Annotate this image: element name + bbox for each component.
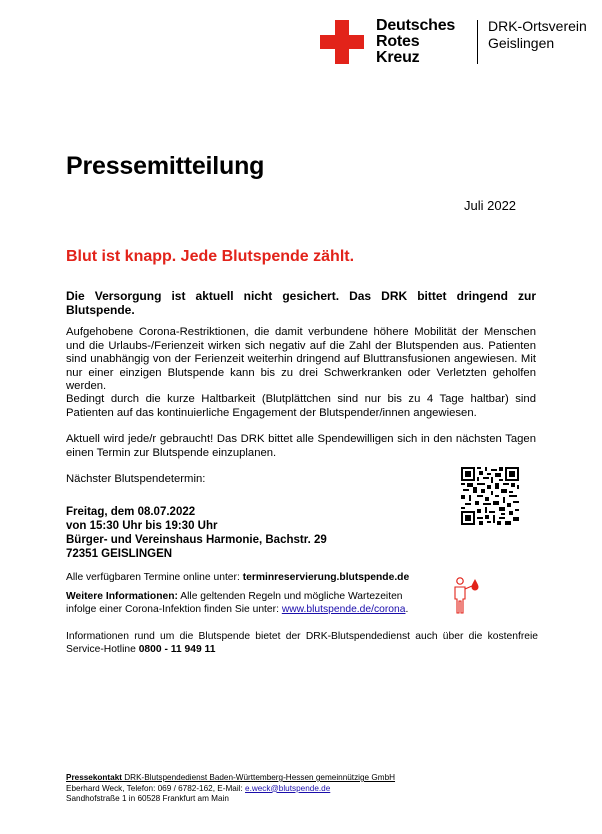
online-appointments-text: Alle verfügbaren Termine online unter:	[66, 572, 243, 583]
logo-divider	[477, 20, 478, 64]
hotline-number: 0800 - 11 949 11	[138, 644, 216, 655]
event-time: von 15:30 Uhr bis 19:30 Uhr	[66, 520, 218, 532]
logo-line-1: Deutsches	[376, 17, 456, 34]
further-info	[66, 590, 408, 616]
press-contact-line-1	[66, 773, 395, 784]
press-contact-person: Eberhard Weck, Telefon: 069 / 6782-162, E-Mail:	[66, 783, 246, 793]
further-info-line-1	[66, 590, 408, 603]
further-info-end: .	[405, 604, 409, 615]
press-contact-address: Sandhofstraße 1 in 60528 Frankfurt am Main	[66, 794, 229, 803]
release-date: Juli 2022	[464, 198, 517, 213]
event-place: Bürger- und Vereinshaus Harmonie, Bachstr. 29	[66, 534, 327, 546]
page-title: Pressemitteilung	[66, 152, 265, 180]
corona-link[interactable]: www.blutspende.de/corona	[281, 604, 406, 615]
event-day: Freitag, dem 08.07.2022	[66, 506, 196, 518]
further-info-label: Weitere Informationen:	[66, 591, 178, 602]
appointments-link[interactable]: terminreservierung.blutspende.de	[242, 572, 410, 583]
press-contact-email[interactable]: e.weck@blutspende.de	[245, 783, 331, 793]
online-appointments-line	[66, 571, 409, 584]
blood-donor-icon	[452, 577, 480, 617]
further-info-text-2: infolge einer Corona-Infektion finden Sie unter:	[66, 604, 282, 615]
paragraph-2: Bedingt durch die kurze Haltbarkeit (Blutplättchen sind nur bis zu 4 Tage haltbar) sind Patienten auf das kontinuierliche Engagement der Blutspender/innen angewiesen.	[66, 393, 536, 419]
lead-paragraph: Die Versorgung ist aktuell nicht gesichert. Das DRK bittet dringend zur Blutspende.	[66, 289, 536, 317]
qr-code-icon[interactable]	[461, 467, 519, 525]
ortsverein-name	[488, 18, 587, 52]
red-cross-logo-horizontal	[320, 35, 364, 49]
paragraph-1: Aufgehobene Corona-Restriktionen, die damit verbundene höhere Mobilität der Menschen und die Urlaubs-/Ferienzeit wirken sich negativ auf die Zahl der Blutspenden aus. Patienten sind unabhängig von der Ferienzeit weiterhin dringend auf Bluttransfusionen angewiesen. Mit nur einer einzigen Blutspende kann bis zu drei Schwerkranken oder Verletzten geholfen werden.	[66, 326, 536, 392]
ortsverein-line-1: DRK-Ortsverein	[488, 18, 587, 34]
event-city: 72351 GEISLINGEN	[66, 548, 173, 560]
press-contact-org: DRK-Blutspendedienst Baden-Württemberg-Hessen gemeinnützige GmbH	[121, 773, 396, 782]
paragraph-3: Aktuell wird jede/r gebraucht! Das DRK bittet alle Spendewilligen sich in den nächsten Tagen einen Termin zur Blutspende einzuplanen.	[66, 433, 536, 459]
hotline-text: Informationen rund um die Blutspende bietet der DRK-Blutspendedienst auch über die kostenfreie Service-Hotline	[66, 631, 538, 655]
logo-line-3: Kreuz	[376, 49, 420, 66]
further-info-text-1: Alle geltenden Regeln und mögliche Wartezeiten	[177, 591, 403, 602]
event-details	[66, 505, 327, 561]
headline: Blut ist knapp. Jede Blutspende zählt.	[66, 248, 355, 265]
hotline-info	[66, 630, 538, 656]
press-contact	[66, 773, 395, 805]
logo-wordmark	[376, 18, 455, 66]
next-appointment-label: Nächster Blutspendetermin:	[66, 473, 206, 485]
press-contact-line-2	[66, 784, 395, 795]
further-info-line-2	[66, 603, 408, 616]
logo-line-2: Rotes	[376, 33, 420, 50]
press-contact-label: Pressekontakt	[66, 773, 122, 782]
ortsverein-line-2: Geislingen	[488, 35, 555, 51]
